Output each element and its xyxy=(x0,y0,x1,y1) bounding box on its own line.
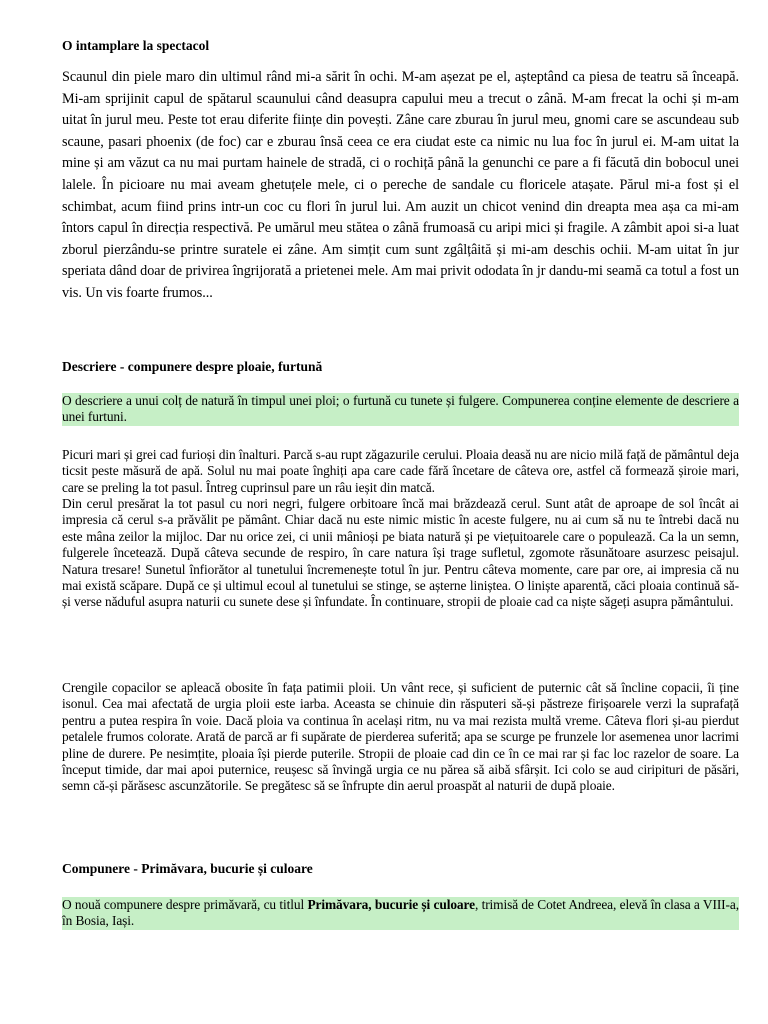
highlight-title-bold: Primăvara, bucurie și culoare xyxy=(307,897,475,912)
paragraph-ploaie-3: Crengile copacilor se apleacă obosite în fața patimii ploii. Un vânt rece, și suficient de puternic cât să încline copacii, îi ține isonul. Cea mai afectată de urgia ploii este iarba. Aceasta se chinuie din răsputeri să-și păstreze firișoarele verzi la suprafață pentru a putea respira în voie. Dacă ploia va continua în același ritm, nu va mai rezista multă vreme. Câteva flori și-au pierdut petalele frumos colorate. Arată de parcă ar fi supărate de pierderea suferită; apa se scurge pe frunzele lor asemenea unor lacrimi pline de durere. Pe nesimțite, ploaia își pierde puterile. Stropii de ploaie cad din ce în ce mai rar și fac loc razelor de soare. La început timide, dar mai apoi puternice, reușesc să învingă urgia ce nu părea să aibă sfârșit. Ici colo se aud ciripituri de păsări, semn că-și părăsesc ascunzătorile. Se pregătesc să se înfrupte din aerul proaspăt al naturii de după ploaie. xyxy=(62,680,739,794)
paragraph-ploaie-2: Din cerul presărat la tot pasul cu nori negri, fulgere orbitoare încă mai brăzdează cerul. Sunt atât de aproape de sol încât ai impresia că cerul s-a prăvălit pe pământ. Chiar dacă nu este nimic mistic în aceste fulgere, nu ai cum să nu te întrebi dacă nu este mâna zeilor la mijloc. Dar nu orice zei, ci unii mânioși pe biata natură și pe viețuitoarele care o populează. Ca la un semn, fulgerele încetează. După câteva secunde de respiro, în care natura își trage sufletul, zgomote răsunătoare asurzesc peisajul. Natura tresare! Sunetul înfiorător al tunetului încremenește totul în jur. Pentru câteva momente, care par ore, ai impresia că nu mai există scăpare. După ce și ultimul ecoul al tunetului se stinge, se așterne liniștea. O liniște aparentă, căci ploaia continuă să-și verse năduful asupra naturii cu sunete dese și înfundate. În continuare, stropii de ploaie cad ca niște săgeți asupra pământului. xyxy=(62,496,739,610)
highlight-box-primavara xyxy=(62,897,739,930)
section-title-ploaie: Descriere - compunere despre ploaie, furtună xyxy=(62,359,323,374)
paragraph-spectacol: Scaunul din piele maro din ultimul rând mi-a sărit în ochi. M-am așezat pe el, așteptând ca piesa de teatru să înceapă. Mi-am sprijinit capul de spătarul scaunului când deasupra capului meu a trecut o zână. M-am frecat la ochi și m-am uitat în jurul meu. Peste tot erau diferite ființe din povești. Zâne care zburau în jurul meu, gnomi care se ascundeau sub scaune, pasari phoenix (de foc) car e zburau însă ceea ce era ciudat este ca nimic nu lua foc în jurul ei. M-am uitat la mine și am văzut ca nu mai purtam hainele de stradă, ci o rochiță până la genunchi ce pare a fi făcută din bobocul unei lalele. În picioare nu mai aveam ghetuțele mele, ci o pereche de sandale cu floricele atașate. Părul mi-a fost și el schimbat, acum fiind prins intr-un coc cu flori în jurul lui. Am auzit un chicot venind din dreapta mea așa ca mi-am întors capul în direcția respectivă. Pe umărul meu stătea o zână frumoasă cu aripi mici și fragile. A zâmbit apoi si-a luat zborul pierzându-se printre suratele ei zâne. Am simțit cum sunt zgâlțâită și mi-am deschis ochii. M-am uitat în jur speriata dând doar de privirea îngrijorată a prietenei mele. Am mai privit ododata în jr dandu-mi seamă ca totul a fost un vis. Un vis foarte frumos... xyxy=(62,69,739,301)
section-title-primavara: Compunere - Primăvara, bucurie și culoare xyxy=(62,861,313,876)
section-title-spectacol: O intamplare la spectacol xyxy=(62,38,210,53)
highlight-text-start: O nouă compunere despre primăvară, cu titlul xyxy=(62,897,308,912)
paragraph-ploaie-1: Picuri mari și grei cad furioși din înalturi. Parcă s-au rupt zăgazurile cerului. Ploaia deasă nu are nicio milă față de pământul deja ticsit peste măsură de apă. Solul nu mai poate înghiți apa care cade fără încetare de câteva ore, astfel că formează șiroie mari, care se preling la tot pasul. Întreg cuprinsul pare un râu ieșit din matcă. xyxy=(62,447,739,495)
highlight-text-end: , trimisă de Cotet Andreea, elevă în clasa a VIII-a, în Bosia, Iași. xyxy=(62,897,739,929)
highlight-box-ploaie: O descriere a unui colț de natură în timpul unei ploi; o furtună cu tunete și fulgere. Compunerea conține elemente de descriere a unei furtuni. xyxy=(62,393,739,425)
